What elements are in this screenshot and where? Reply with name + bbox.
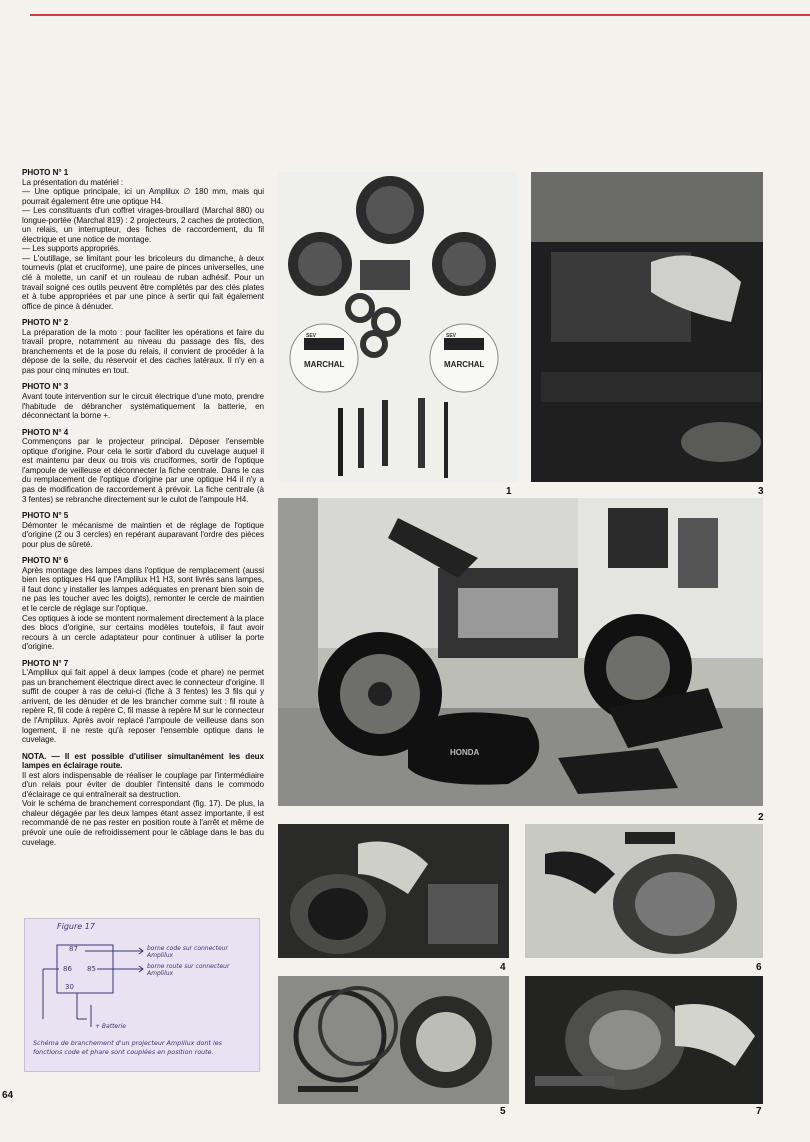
photo-7-amplilux-wiring <box>525 976 763 1104</box>
paragraph: La préparation de la moto : pour faciliter les opérations et faire du travail propre, notamment au niveau du passage des fils, des branchements et de la pose du relais, il convient de procéder à la dépose de la selle, du réservoir et des caches latéraux. Il n'y en a pas pour cinq minutes en tout. <box>22 327 264 375</box>
terminal-87-label: 87 <box>69 945 78 953</box>
nota-paragraph: NOTA. — Il est possible d'utiliser simultanément les deux lampes en éclairage route. <box>22 751 264 771</box>
photo-2-motorcycle <box>278 498 763 806</box>
route-terminal-label: borne route sur connecteur Amplilux <box>147 963 230 977</box>
paragraph: Avant toute intervention sur le circuit électrique d'une moto, prendre l'habitude de débrancher systématiquement la batterie, en déconnectant la borne +. <box>22 392 264 421</box>
paragraph: Il est alors indispensable de réaliser le couplage par l'intermédiaire d'un relais pour éviter de doubler l'intensité dans le commodo d'éclairage ce qui entraînerait sa destruction. <box>22 770 264 799</box>
photo-5-number: 5 <box>500 1106 506 1117</box>
article-text-column <box>22 168 264 854</box>
photo-1-equipment <box>278 172 517 482</box>
terminal-86-label: 86 <box>63 965 72 973</box>
paragraph: — Les constituants d'un coffret virages-brouillard (Marchal 880) ou longue-portée (Marchal 819) : 2 projecteurs, 2 caches de protection, un relais, un interrupteur, des fiches de raccordement, du fil électrique et une notice de montage. <box>22 206 264 244</box>
photo-4-number: 4 <box>500 962 506 973</box>
paragraph: — Une optique principale, ici un Amplilux ∅ 180 mm, mais qui pourrait également être une optique H4. <box>22 187 264 206</box>
marchal-label-right: MARCHAL <box>444 360 485 369</box>
photo-2-number: 2 <box>758 812 764 823</box>
section-title: PHOTO N° 2 <box>22 318 69 328</box>
photo-1-number: 1 <box>506 486 512 497</box>
paragraph: Commençons par le projecteur principal. Déposer l'ensemble optique d'origine. Pour cela le sortir d'abord du cuvelage auquel il est maintenu par deux ou trois vis cruciformes, sortir de l'optique l'ampoule de veilleuse et déconnecter la fiche centrale. Dans le cas du remplacement de l'optique d'origine par une optique H4 il n'y a pas de modification de raccordement à prévoir. La fiche centrale (à 3 fentes) se rebranche directement sur le culot de l'ampoule H4. <box>22 437 264 504</box>
top-rule <box>30 14 810 16</box>
photo-7-image <box>525 976 763 1104</box>
badge-text-left: SEV <box>306 333 317 339</box>
photo-6-number: 6 <box>756 962 762 973</box>
photo-2-image <box>278 498 763 806</box>
section-title: PHOTO N° 1 <box>22 168 69 177</box>
section-photo-6 <box>22 556 264 651</box>
photo-6-optic-assembly <box>525 824 763 958</box>
photo-6-image <box>525 824 763 958</box>
tank-brand-text: HONDA <box>450 748 480 757</box>
paragraph: — Les supports appropriés. <box>22 244 121 254</box>
photo-5-image <box>278 976 509 1104</box>
figure-caption: Schéma de branchement d'un projecteur Amplilux dont les fonctions code et phare sont couplées en position route. <box>33 1039 222 1056</box>
paragraph: Voir le schéma de branchement correspondant (fig. 17). De plus, la chaleur dégagée par les deux lampes étant assez importante, il est recommandé de ne pas rester en position route à l'arrêt et même de prévoir une ouïe de refroidissement pour le câblage dans le bas du cuvelage. <box>22 799 264 847</box>
section-title: PHOTO N° 5 <box>22 511 69 521</box>
paragraph: L'Amplilux qui fait appel à deux lampes (code et phare) ne permet pas un branchement électrique direct avec le connecteur d'origine. Il suffit de couper à ras de celui-ci (fiche à 3 fentes) les 3 fils qui y arrivent, de les dénuder et de les brancher comme suit : fil route à repère R, fil code à repère C, fil masse à repère M sur le connecteur de l'Amplilux. Après avoir replacé l'ampoule de veilleuse dans son logement, il ne reste qu'à reposer l'ensemble optique dans le cuvelage. <box>22 668 264 745</box>
marchal-label-left: MARCHAL <box>304 360 345 369</box>
code-terminal-label: borne code sur connecteur Amplilux <box>147 945 228 959</box>
section-photo-5 <box>22 511 264 549</box>
paragraph: La présentation du matériel : <box>22 177 124 187</box>
section-photo-2 <box>22 318 264 375</box>
section-photo-3 <box>22 382 264 420</box>
photo-1-image <box>278 172 517 482</box>
photo-3-image <box>531 172 763 482</box>
photo-4-image <box>278 824 509 958</box>
photo-3-number: 3 <box>758 486 764 497</box>
photo-7-number: 7 <box>756 1106 762 1117</box>
paragraph: Ces optiques à iode se montent normalement directement à la place des blocs d'origine, sur certains modèles toutefois, il faut avoir recours à un cercle adaptateur pour continuer à utiliser la porte d'origine. <box>22 613 264 652</box>
section-title: PHOTO N° 3 <box>22 382 69 392</box>
figure-17-wiring-diagram <box>24 918 260 1072</box>
page-number: 64 <box>2 1090 14 1101</box>
paragraph: Après montage des lampes dans l'optique de remplacement (aussi bien les optiques H4 que l'Amplilux H1 H3, sont livrés sans lampes, il faut donc y installer les lampes adéquates en prenant bien soin de ne pas les toucher avec les doigts), remonter le cercle de maintien et le cercle de réglage sur l'optique. <box>22 565 264 613</box>
paragraph: Démonter le mécanisme de maintien et de réglage de l'optique d'origine (2 ou 3 cercles) en repérant auparavant l'ordre des pièces pour plus de sûreté. <box>22 520 264 549</box>
photo-3-battery <box>531 172 763 482</box>
section-photo-7 <box>22 659 264 745</box>
photo-4-headlight-removal <box>278 824 509 958</box>
section-title: PHOTO N° 7 <box>22 658 69 668</box>
section-photo-4 <box>22 428 264 504</box>
photo-5-rings-disassembly <box>278 976 509 1104</box>
figure-title: Figure 17 <box>57 922 95 931</box>
section-title: PHOTO N° 4 <box>22 427 69 437</box>
paragraph: — L'outillage, se limitant pour les bricoleurs du dimanche, à deux tournevis (plat et cruciforme), une paire de pinces universelles, une clé à molette, un canif et un rouleau de ruban adhésif. Pour un travail soigné ces outils peuvent être complétés par des clés plates et à tube appropriées et par une pince à sertir qui fait également office de pince à dénuder. <box>22 253 264 311</box>
terminal-30-label: 30 <box>65 983 74 991</box>
section-title: PHOTO N° 6 <box>22 556 69 566</box>
badge-text-right: SEV <box>446 333 457 339</box>
terminal-85-label: 85 <box>87 965 96 973</box>
battery-label: + Batterie <box>95 1023 126 1030</box>
relay-schematic <box>25 919 259 1037</box>
section-nota <box>22 752 264 847</box>
section-photo-1 <box>22 168 264 311</box>
